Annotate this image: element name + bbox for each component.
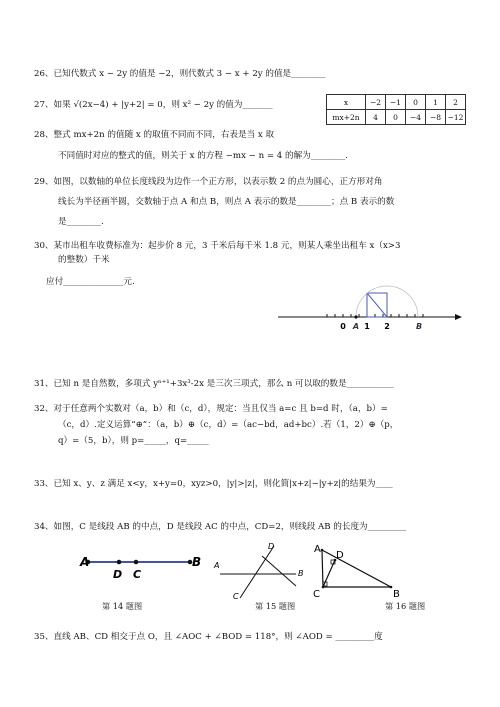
caption-fig14: 第 14 题图 [102, 601, 143, 611]
question-35: 35、直线 AB、CD 相交于点 O，且 ∠AOC + ∠BOD = 118°，则 ∠AOD = _________度 [34, 632, 383, 642]
label-A: A [314, 544, 321, 555]
table-cell: x [327, 95, 366, 110]
table-cell: −4 [406, 110, 426, 125]
table-cell: 1 [426, 95, 446, 110]
axis-arrow-icon [455, 314, 462, 320]
label-C: C [233, 592, 239, 601]
question-32-line1: 32、对于任意两个实数对（a，b）和（c，d），规定：当且仅当 a=c 且 b=d 时，（a，b）= [34, 404, 388, 414]
table-cell: −1 [386, 95, 406, 110]
label-A: A [352, 322, 360, 331]
question-32-line2: （c，d）.定义运算“⊕”：（a，b）⊕（c，d）=（ac−bd，ad+bc）.若（1，2）⊕（p， [58, 420, 399, 430]
question-26: 26、已知代数式 x − 2y 的值是 −2，则代数式 3 − x + 2y 的值是________ [34, 69, 326, 79]
label-C: C [133, 568, 142, 581]
label-A: A [214, 561, 220, 570]
question-29-line1: 29、如图，以数轴的单位长度线段为边作一个正方形，以表示数 2 的点为圆心，正方形对角 [34, 177, 383, 187]
table-cell: −8 [426, 110, 446, 125]
table-cell: 2 [446, 95, 466, 110]
question-30-line2: 的整数）千米 [58, 255, 110, 265]
question-30-line3: 应付______________元. [46, 277, 135, 287]
label-1: 1 [364, 322, 370, 331]
question-30-line1: 30、某市出租车收费标准为：起步价 8 元，3 千米后每千米 1.8 元，则某人乘坐出租车 x（x>3 [34, 241, 401, 251]
figure-15 [212, 538, 312, 602]
label-C: C [313, 589, 320, 600]
caption-fig16: 第 16 题图 [385, 601, 426, 611]
table-cell: 4 [366, 110, 386, 125]
label-D: D [268, 542, 275, 551]
question-33: 33、已知 x、y、z 满足 x<y，x+y=0，xyz>0，|y|>|z|，则化简|x+z|−|y+z|的结果为____ [34, 479, 393, 489]
question-31: 31、已知 n 是自然数，多项式 yⁿ⁺¹+3x³-2x 是三次三项式，那么 n 可以取的数是___________ [34, 379, 394, 389]
label-A: A [80, 555, 90, 569]
caption-fig15: 第 15 题图 [255, 601, 296, 611]
label-B: B [415, 322, 423, 331]
point-A [354, 315, 357, 318]
label-D: D [113, 568, 123, 581]
table-row [327, 110, 466, 125]
question-27: 27、如果 √(2x−4) + |y+2| = 0，则 x² − 2y 的值为_______ [34, 100, 273, 110]
question-34: 34、如图，C 是线段 AB 的中点，D 是线段 AC 的中点，CD=2，则线段 AB 的长度为_________ [34, 522, 407, 532]
table-cell: 0 [386, 110, 406, 125]
figure-14 [78, 548, 208, 588]
table-cell: −12 [446, 110, 466, 125]
question-29-line2: 线长为半径画半圆，交数轴于点 A 和点 B，则点 A 表示的数是________；点 B 表示的数 [58, 197, 395, 207]
value-table [326, 94, 466, 125]
question-28-line2: 不同值时对应的整式的值，则关于 x 的方程 −mx − n = 4 的解为________. [58, 151, 348, 161]
question-28-line1: 28、整式 mx+2n 的值随 x 的取值不同而不同，右表是当 x 取 [34, 130, 275, 140]
label-B: B [192, 555, 202, 569]
table-row [327, 95, 466, 110]
label-B: B [393, 589, 400, 600]
table-cell: 0 [406, 95, 426, 110]
label-2: 2 [384, 322, 390, 331]
label-B: B [298, 569, 304, 578]
question-29-line3: 是________. [58, 217, 104, 227]
label-D: D [336, 550, 344, 561]
table-cell: −2 [366, 95, 386, 110]
square-diagonal [367, 293, 387, 317]
table-cell: mx+2n [327, 110, 366, 125]
figure-16 [311, 544, 421, 600]
number-line-figure [276, 282, 466, 332]
label-0: 0 [340, 322, 346, 331]
question-32-line3: q）=（5，b），则 p=_____，q=_____ [58, 436, 209, 446]
